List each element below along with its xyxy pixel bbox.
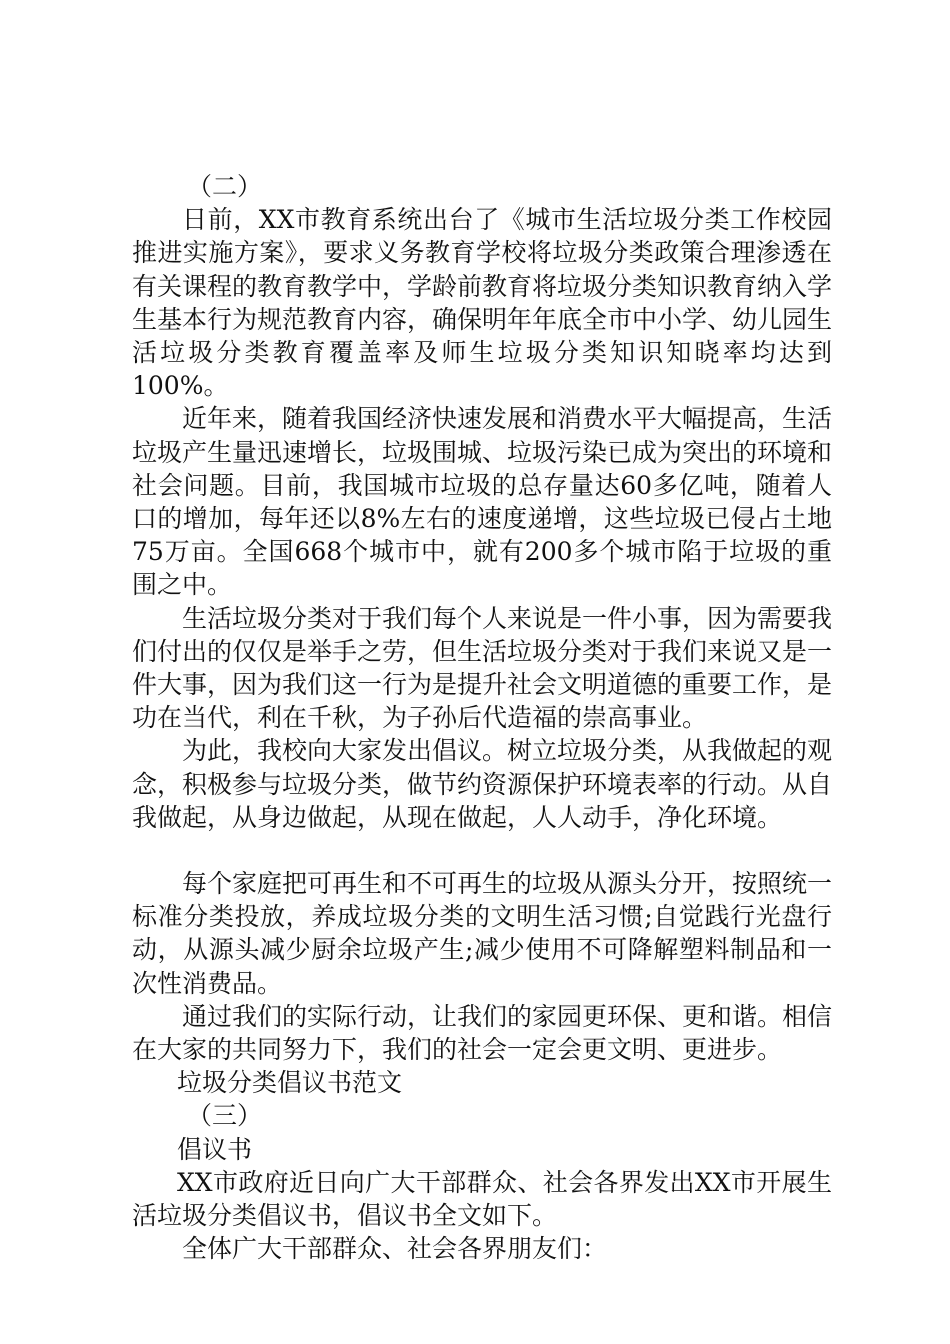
paragraph-proposal: 为此，我校向大家发出倡议。树立垃圾分类，从我做起的观念，积极参与垃圾分类，做节约资源保护环境表率的行动。从自我做起，从身边做起，从现在做起，人人动手，净化环境。 xyxy=(132,736,833,832)
sample-title: 垃圾分类倡议书范文 xyxy=(177,1068,403,1098)
paragraph-household: 每个家庭把可再生和不可再生的垃圾从源头分开，按照统一标准分类投放，养成垃圾分类的文明生活习惯;自觉践行光盘行动，从源头减少厨余垃圾产生;减少使用不可降解塑料制品和一次性消费品。 xyxy=(132,869,833,998)
section-heading-3: （三） xyxy=(187,1101,263,1131)
paragraph-importance: 生活垃圾分类对于我们每个人来说是一件小事，因为需要我们付出的仅仅是举手之劳，但生活垃圾分类对于我们来说又是一件大事，因为我们这一行为是提升社会文明道德的重要工作，是功在当代，利在千秋，为子孙后代造福的崇高事业。 xyxy=(132,603,833,733)
blank-line xyxy=(132,834,832,867)
paragraph-background: 近年来，随着我国经济快速发展和消费水平大幅提高，生活垃圾产生量迅速增长，垃圾围城、垃圾污染已成为突出的环境和社会问题。目前，我国城市垃圾的总存量达60多亿吨，随着人口的增加，每年还以8%左右的速度递增，这些垃圾已侵占土地75万亩。全国668个城市中，就有200多个城市陷于垃圾的重围之中。 xyxy=(132,404,833,600)
proposal-title: 倡议书 xyxy=(177,1134,253,1164)
salutation: 全体广大干部群众、社会各界朋友们： xyxy=(182,1234,608,1264)
paragraph-intro: XX市政府近日向广大干部群众、社会各界发出XX市开展生活垃圾分类倡议书，倡议书全文如下。 xyxy=(132,1167,832,1231)
paragraph-policy: 日前，XX市教育系统出台了《城市生活垃圾分类工作校园推进实施方案》，要求义务教育学校将垃圾分类政策合理渗透在有关课程的教育教学中，学龄前教育将垃圾分类知识教育纳入学生基本行为规范教育内容，确保明年年底全市中小学、幼儿园生活垃圾分类教育覆盖率及师生垃圾分类知识知晓率均达到100%。 xyxy=(132,205,833,401)
paragraph-closing: 通过我们的实际行动，让我们的家园更环保、更和谐。相信在大家的共同努力下，我们的社会一定会更文明、更进步。 xyxy=(132,1001,833,1065)
document-page xyxy=(132,170,832,1265)
section-heading-2: （二） xyxy=(187,172,263,201)
